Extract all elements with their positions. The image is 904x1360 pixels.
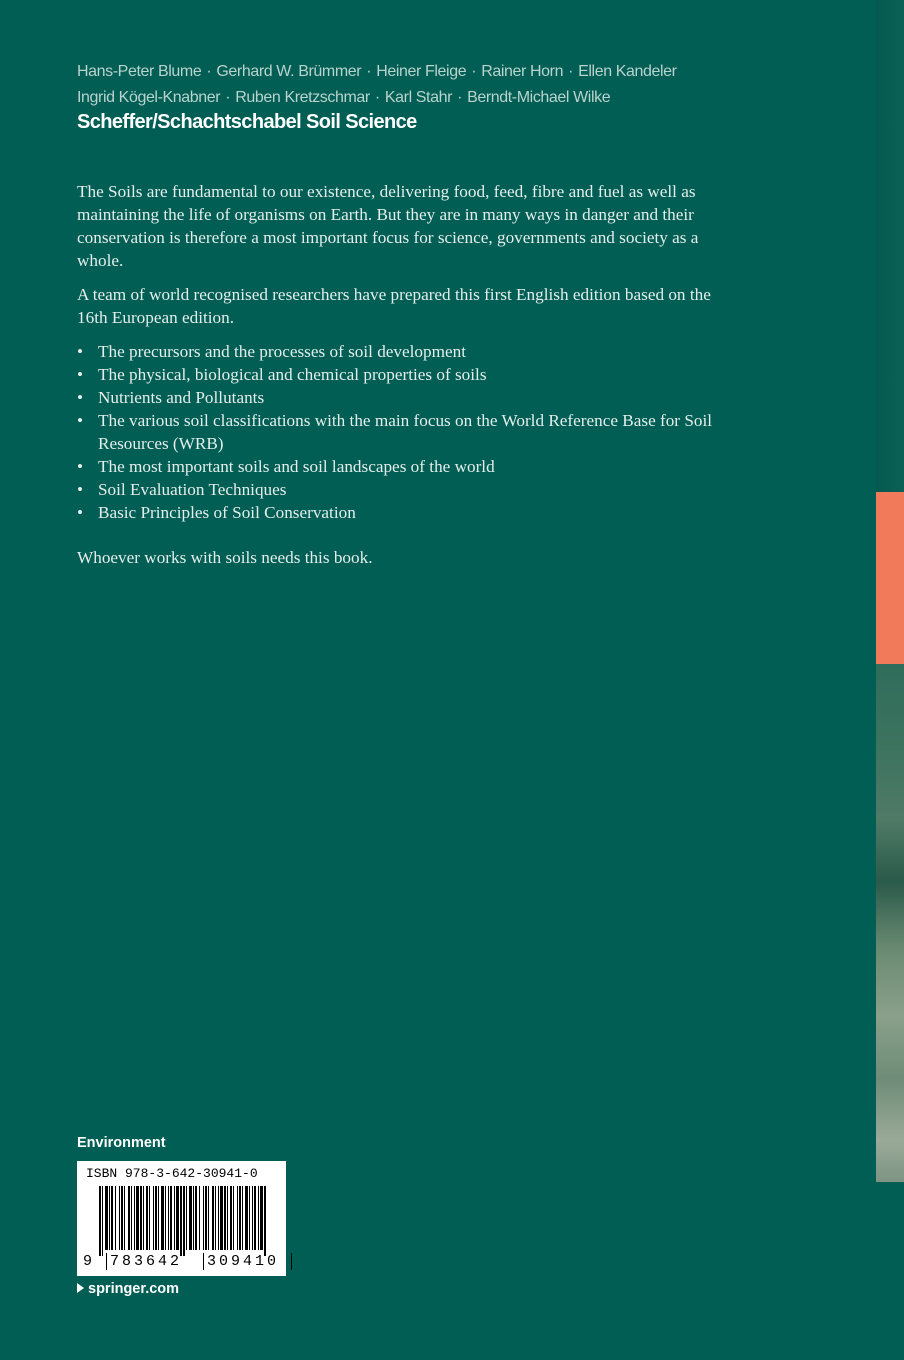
barcode-bar [153,1186,154,1250]
topic-list [77,340,717,524]
barcode-bar [136,1186,139,1250]
barcode-bar [227,1186,228,1250]
list-item [77,501,717,524]
barcode-bar [165,1186,166,1250]
list-item-text: The physical, biological and chemical properties of soils [98,365,487,384]
list-item [77,455,717,478]
barcode-digit-lead: 9 [83,1253,93,1270]
barcode-bar [212,1186,214,1250]
barcode-bar [119,1186,120,1250]
paragraph: A team of world recognised researchers have prepared this first English edition based on the 16th European edition. [77,285,711,327]
bullet-icon: • [77,411,84,430]
barcode-bar [134,1186,135,1250]
list-item [77,363,717,386]
list-item-text: Soil Evaluation Techniques [98,480,287,499]
barcode-bar [218,1186,219,1250]
author: Berndt-Michael Wilke [467,89,611,106]
bullet-icon: • [77,342,84,361]
barcode-bar [260,1186,263,1250]
barcode-bar [146,1186,148,1250]
barcode-bar [128,1186,130,1250]
author-separator: · [374,89,380,106]
author-list [77,59,837,111]
subject-category: Environment [77,1135,166,1151]
list-item [77,340,717,363]
author-separator: · [225,89,231,106]
closing-line: Whoever works with soils needs this book. [77,548,373,567]
author-separator: · [568,63,574,80]
barcode-digits [83,1253,292,1270]
bullet-icon: • [77,365,84,384]
barcode-bar [208,1186,209,1250]
barcode-bar [183,1186,185,1256]
barcode-bar [186,1186,187,1250]
barcode-bar [161,1186,164,1250]
author: Ellen Kandeler [578,63,677,80]
barcode-bar [242,1186,243,1250]
barcode-bar [220,1186,223,1250]
list-item-text: Nutrients and Pollutants [98,388,265,407]
barcode-bar [170,1186,172,1250]
list-item [77,386,717,409]
author: Heiner Fleige [376,63,467,80]
barcode-bars [99,1186,267,1256]
barcode-bar [111,1186,113,1250]
barcode-bar [258,1186,259,1250]
barcode-digit-group-left: 783642 [106,1253,194,1270]
list-item-text: The various soil classifications with the main focus on the World Reference Base for Soil Resources (WRB) [98,411,713,453]
author-separator: · [471,63,477,80]
list-item [77,409,717,455]
list-item-text: The most important soils and soil landscapes of the world [98,457,495,476]
spine-landscape-photo [876,664,904,1182]
barcode-bar [252,1186,253,1250]
description [77,180,717,580]
bullet-icon: • [77,480,84,499]
barcode-bar [168,1186,169,1250]
barcode-bar [189,1186,192,1250]
author-line-1 [77,59,837,85]
barcode-bar [174,1186,175,1250]
barcode-bar [193,1186,194,1250]
barcode-bar [140,1186,142,1250]
book-spine [876,0,904,1360]
barcode-bar [158,1186,159,1250]
author: Hans-Peter Blume [77,63,202,80]
barcode-bar [215,1186,216,1250]
spine-orange-band [876,492,904,664]
barcode-bar [264,1186,266,1256]
barcode-bar [99,1186,101,1256]
isbn-barcode [77,1161,286,1276]
list-item-text: Basic Principles of Soil Conservation [98,503,356,522]
author-separator: · [206,63,212,80]
bullet-icon: • [77,388,84,407]
barcode-bar [105,1186,108,1250]
publisher-website[interactable] [77,1281,179,1297]
bullet-icon: • [77,503,84,522]
spine-bottom-band [876,1182,904,1360]
barcode-bar [205,1186,207,1250]
barcode-bar [203,1186,204,1250]
barcode-bar [180,1186,182,1256]
barcode-bar [239,1186,241,1250]
list-item-text: The precursors and the processes of soil development [98,342,466,361]
barcode-bar [121,1186,123,1250]
list-item [77,478,717,501]
barcode-bar [237,1186,238,1250]
author: Rainer Horn [481,63,564,80]
author: Ingrid Kögel-Knabner [77,89,221,106]
barcode-bar [143,1186,144,1250]
website-text: springer.com [88,1281,180,1297]
barcode-bar [131,1186,132,1250]
barcode-bar [199,1186,200,1250]
author-separator: · [366,63,372,80]
barcode-bar [245,1186,248,1250]
barcode-bar [109,1186,110,1250]
author: Gerhard W. Brümmer [216,63,362,80]
isbn-label: ISBN 978-3-642-30941-0 [86,1166,258,1181]
barcode-bar [254,1186,256,1250]
barcode-bar [149,1186,150,1250]
paragraph: The Soils are fundamental to our existence, delivering food, feed, fibre and fuel as well as maintaining the life of organisms on Earth. But they are in many ways in danger and their conservation is therefore a most important focus for science, governments and society as a whole. [77,182,699,270]
barcode-bar [233,1186,234,1250]
barcode-bar [230,1186,232,1250]
bullet-icon: • [77,457,84,476]
barcode-bar [195,1186,197,1250]
author: Ruben Kretzschmar [235,89,370,106]
author-separator: · [457,89,463,106]
barcode-digit-group-right: 309410 [203,1253,292,1270]
author-line-2 [77,85,837,111]
arrow-right-icon [77,1283,84,1293]
barcode-bar [155,1186,157,1250]
author: Karl Stahr [384,89,453,106]
book-title: Scheffer/Schachtschabel Soil Science [77,111,417,133]
barcode-bar [102,1186,103,1256]
barcode-bar [115,1186,116,1250]
barcode-bar [224,1186,226,1250]
barcode-bar [249,1186,250,1250]
barcode-bar [176,1186,179,1250]
barcode-bar [124,1186,125,1250]
spine-dark-band [876,0,904,492]
